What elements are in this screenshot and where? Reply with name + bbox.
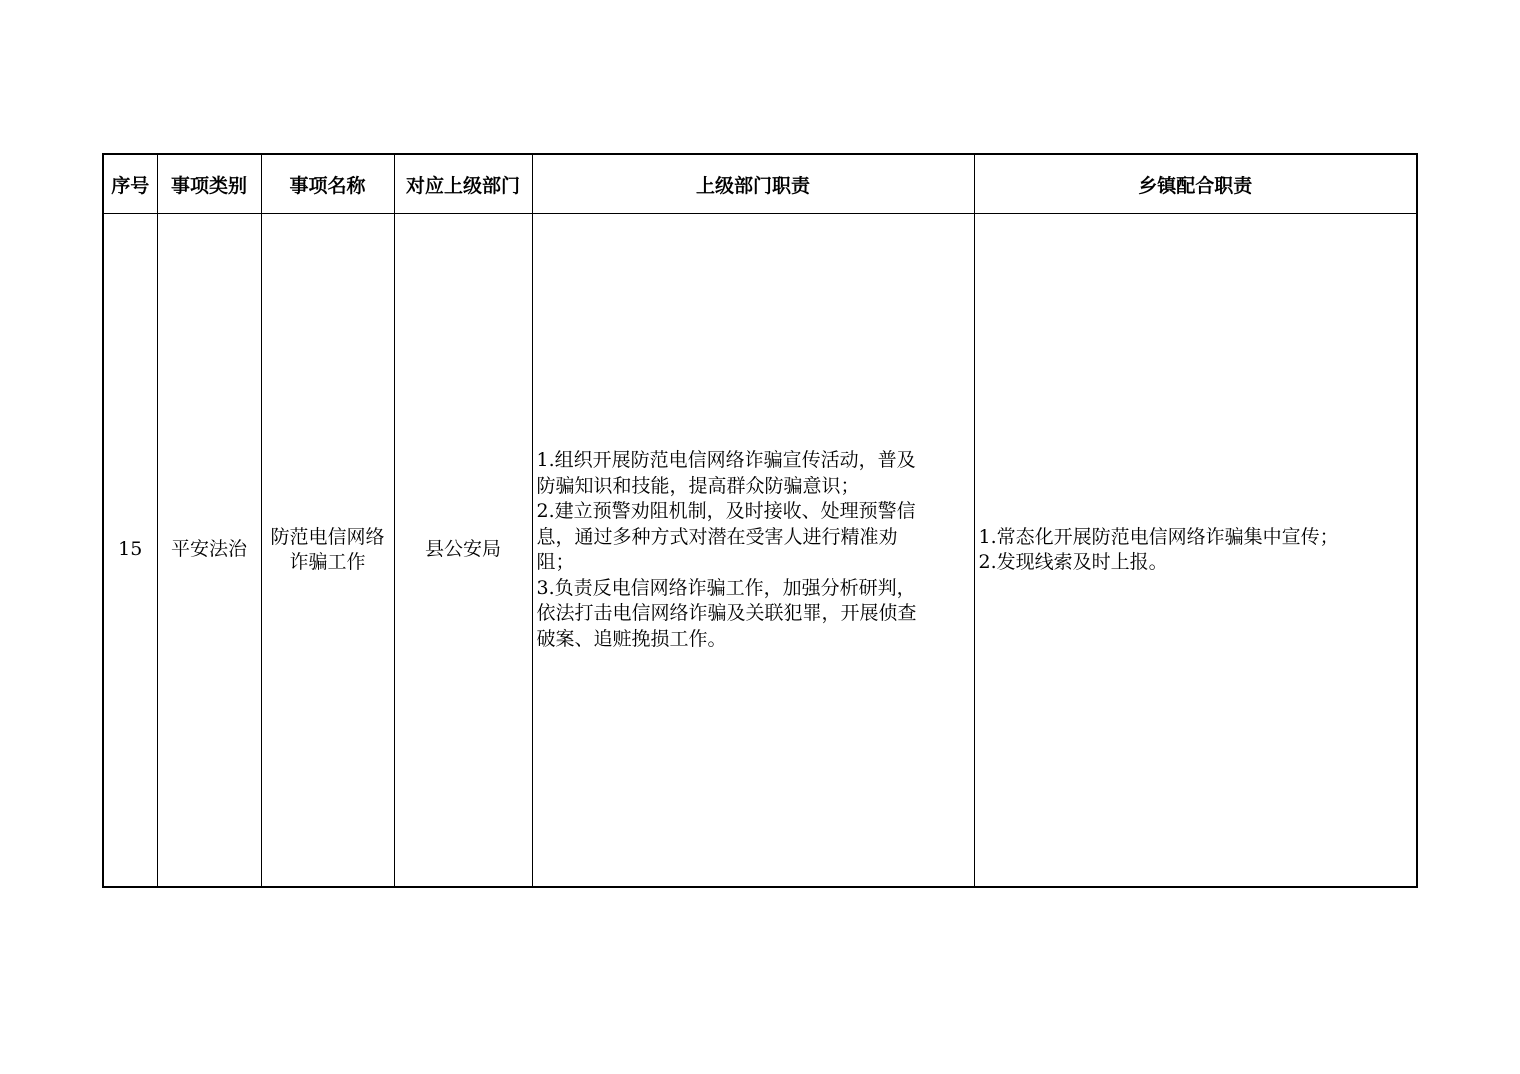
header-category: 事项类别 <box>157 154 261 214</box>
cell-upper-duty <box>532 214 974 888</box>
name-line: 防范电信网络 <box>270 525 385 548</box>
upper-duty-line: 息，通过多种方式对潜在受害人进行精准劝 <box>536 525 898 548</box>
name-line: 诈骗工作 <box>289 551 366 573</box>
header-seq: 序号 <box>103 154 157 214</box>
upper-duty-line: 2.建立预警劝阻机制，及时接收、处理预警信 <box>536 500 916 522</box>
upper-duty-line: 阻； <box>536 551 575 573</box>
upper-duty-line: 依法打击电信网络诈骗及关联犯罪，开展侦查 <box>536 602 917 624</box>
town-duty-line: 1.常态化开展防范电信网络诈骗集中宣传； <box>978 525 1339 548</box>
upper-duty-line: 破案、追赃挽损工作。 <box>536 627 727 650</box>
header-name: 事项名称 <box>261 154 394 214</box>
cell-name <box>261 214 394 888</box>
cell-town-duty <box>974 214 1417 888</box>
upper-duty-line: 防骗知识和技能，提高群众防骗意识； <box>536 474 860 497</box>
town-duty-line: 2.发现线索及时上报。 <box>978 551 1168 573</box>
table-row <box>103 214 1417 888</box>
cell-dept: 县公安局 <box>394 214 532 888</box>
header-town-duty: 乡镇配合职责 <box>974 154 1417 214</box>
header-dept: 对应上级部门 <box>394 154 532 214</box>
duty-table <box>102 153 1418 888</box>
upper-duty-line: 1.组织开展防范电信网络诈骗宣传活动，普及 <box>536 449 916 471</box>
cell-seq: 15 <box>103 214 157 888</box>
header-row <box>103 154 1417 214</box>
header-upper-duty: 上级部门职责 <box>532 154 974 214</box>
cell-category: 平安法治 <box>157 214 261 888</box>
upper-duty-line: 3.负责反电信网络诈骗工作，加强分析研判， <box>536 576 916 599</box>
